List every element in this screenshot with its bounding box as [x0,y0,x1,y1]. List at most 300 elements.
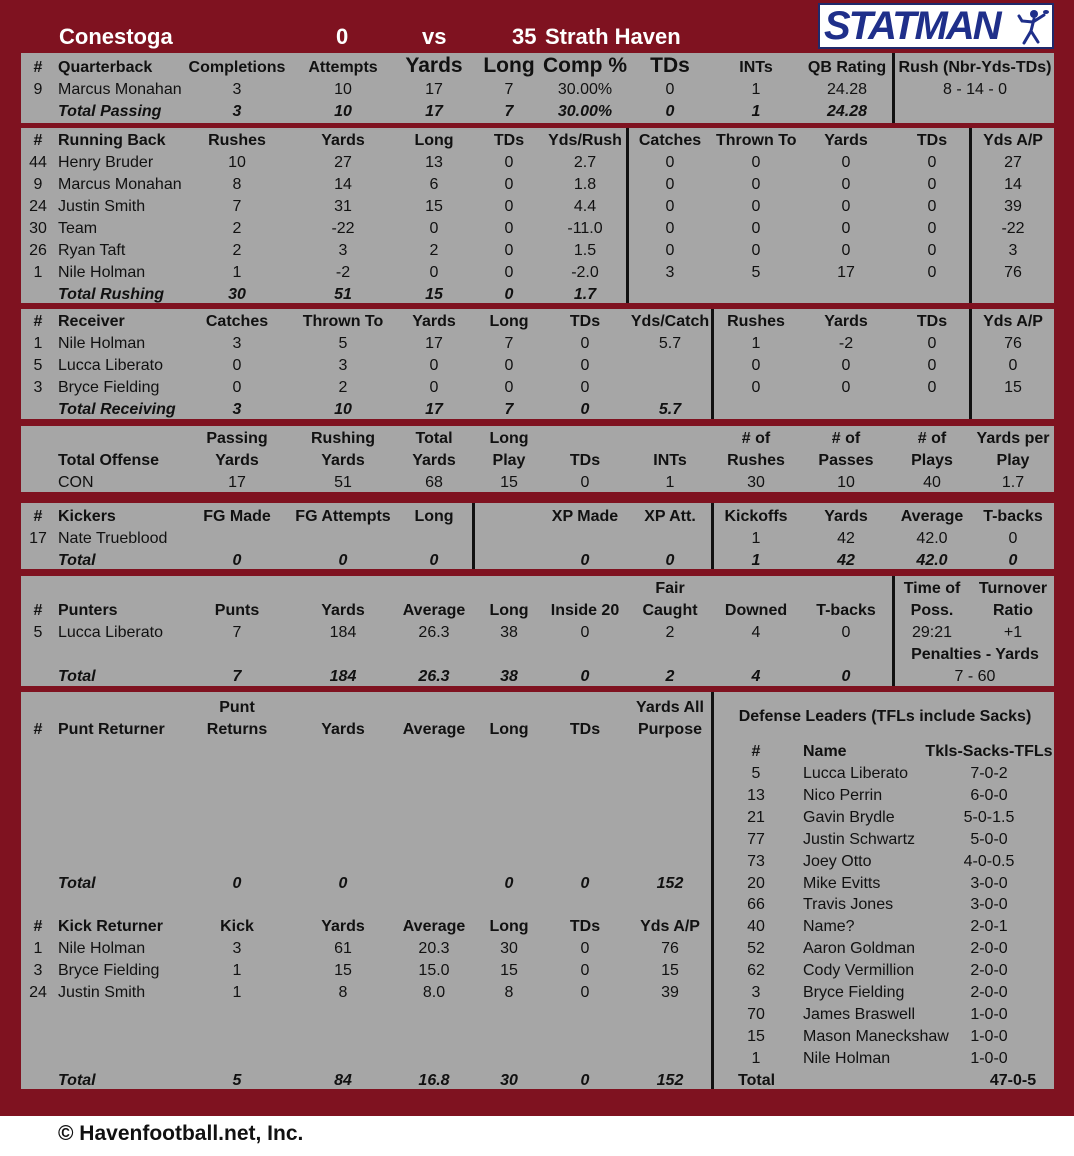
punting-header: Yards [321,602,365,619]
defense-row-cell: Mason Maneckshaw [803,1027,949,1045]
passing-total-cell: 24.28 [826,103,868,120]
defense-row-cell: 5 [751,765,761,782]
passing-header-long: Long [483,54,535,77]
kick-return-total-cell: 5 [232,1072,242,1089]
receiving-total-label: Total Receiving [58,401,176,418]
punting-cell: 26.3 [418,624,450,641]
passing-cell: 10 [334,81,352,98]
rushing-header: Running Back [58,132,166,149]
rushing-cell: 1.5 [573,242,597,259]
rushing-cell: 0 [665,154,675,171]
defense-row-cell: 4-0-0.5 [963,852,1015,870]
punt-return-header: Purpose [637,721,702,738]
passing-total-cell: 0 [665,103,675,120]
kick-return-total-label: Total [58,1072,96,1089]
rushing-cell: 0 [504,154,514,171]
defense-row-cell: 62 [747,962,765,980]
receiving-header: Thrown To [302,313,384,330]
passing-total-cell: 1 [751,103,761,120]
passing-header-yards: Yards [405,54,463,77]
passing-cell: 9 [33,81,43,98]
rushing-cell: 13 [425,154,443,171]
rushing-cell: 8 [232,176,242,193]
home-team-score: 0 [336,24,349,49]
punting-header: Poss. [910,602,954,619]
rushing-cell: 0 [841,220,851,237]
defense-row-cell: 2-0-0 [970,984,1008,1001]
offense-header: Play [492,452,526,469]
kick-return-total-cell: 0 [580,1072,590,1089]
rushing-cell: 0 [927,198,937,215]
punting-cell: 0 [841,624,851,641]
kicking-total-cell: 0 [338,552,348,569]
punting-cell: 7 [232,624,242,641]
kick-return-cell: 8 [338,984,348,1001]
receiving-cell: 0 [841,357,851,374]
kick-return-cell: 15.0 [418,962,450,979]
passing-header-tds: TDs [650,54,690,77]
defense-row-cell: 3-0-0 [970,874,1008,892]
punting-header: Average [402,602,466,619]
receiving-cell: 3 [232,335,242,352]
rushing-cell: 26 [29,242,47,259]
receiving-cell [628,355,712,377]
kick-return-cell: 8 [504,984,514,1001]
kicking-total-cell: 0 [429,552,439,569]
rushing-cell: 9 [33,176,43,193]
rushing-cell: 5 [751,264,761,281]
rushing-cell: 2 [232,220,242,237]
rushing-cell: 1.8 [573,176,597,193]
punting-cell: 5 [33,624,43,641]
punting-total-cell: 4 [751,668,761,685]
defense-row-cell: 13 [747,786,765,804]
receiving-cell: 5.7 [658,335,682,352]
rushing-cell: Ryan Taft [58,242,126,259]
offense-cell: 1.7 [1001,474,1025,491]
receiving-cell: 0 [580,335,590,352]
rushing-cell: 0 [751,154,761,171]
rushing-cell: -11.0 [567,220,603,237]
receiving-cell: 3 [338,357,348,374]
passing-header-comp: Completions [188,59,286,76]
kicking-header: FG Made [203,508,271,525]
kick-return-cell: 15 [500,962,518,979]
defense-row-cell: 52 [747,940,765,958]
passing-total-cell: 7 [504,103,514,120]
rushing-cell: -22 [331,220,355,237]
receiving-cell: 0 [504,357,514,374]
receiving-cell: 7 [504,335,514,352]
offense-header-top: Long [489,430,529,447]
rushing-cell: 0 [429,220,439,237]
quarterback-figure-icon [1014,7,1050,47]
punting-cell: 184 [329,624,357,641]
kick-return-cell: 61 [334,940,352,957]
offense-cell: 30 [747,474,765,491]
defense-row-cell: 6-0-0 [970,786,1008,804]
defense-row-cell: 5-0-0 [970,830,1008,848]
rushing-total-cell: 15 [425,286,443,303]
rushing-cell: 27 [1004,154,1022,171]
defense-row-cell: 73 [747,852,765,870]
defense-row-cell: 70 [747,1005,765,1023]
punting-total-label: Total [58,668,96,685]
receiving-total-cell: 7 [504,401,514,418]
rushing-cell: 0 [927,220,937,237]
rushing-cell: 0 [504,220,514,237]
receiving-cell: 0 [841,379,851,396]
kicking-cell: 0 [1008,530,1018,547]
kick-return-cell: Justin Smith [58,984,146,1001]
offense-cell: 15 [500,474,518,491]
passing-header-comp-pct: Comp % [543,54,627,77]
passing-header-ints: INTs [739,59,773,76]
receiving-header: Catches [205,313,269,330]
kicking-cell: 42.0 [916,530,948,547]
receiving-cell: 76 [1004,335,1022,352]
kick-return-total-cell: 152 [656,1072,684,1089]
rushing-cell: 0 [927,264,937,281]
defense-row-cell: 3 [751,984,761,1001]
rushing-cell: 0 [665,242,675,259]
rushing-cell: 1 [232,264,242,281]
kicking-total-label: Total [58,552,96,569]
offense-header: Yards [215,452,259,469]
rushing-total-label: Total Rushing [58,286,165,303]
receiving-header: Receiver [58,313,125,330]
passing-cell: 0 [665,81,675,98]
kicking-total-cell: 42 [837,552,855,569]
defense-row-cell: Mike Evitts [803,874,881,892]
kicking-total-cell: 1 [751,552,761,569]
receiving-cell: 0 [580,379,590,396]
passing-header-att: Attempts [308,59,378,76]
passing-total-cell: 3 [232,103,242,120]
punting-cell: 2 [665,624,675,641]
receiving-cell: Lucca Liberato [58,357,163,374]
defense-row-cell: Name? [803,918,855,936]
rushing-cell: Henry Bruder [58,154,154,171]
receiving-header: TDs [569,313,601,330]
defense-row-cell: 77 [747,830,765,848]
defense-row-cell: Joey Otto [803,852,872,870]
defense-row-cell: Nile Holman [803,1049,891,1067]
rushing-cell: 76 [1004,264,1022,281]
rushing-cell: 0 [751,242,761,259]
receiving-cell: 0 [232,379,242,396]
offense-cell: 40 [923,474,941,491]
offense-title: Total Offense [58,452,160,469]
kick-return-header: Kick [220,918,254,935]
rushing-header: Yards [824,132,868,149]
receiving-header: TDs [916,313,948,330]
kicking-cell: 17 [29,530,47,547]
offense-header-top: # of [917,430,947,447]
kicking-header: # [33,508,43,525]
defense-row-cell: Nico Perrin [803,786,883,804]
kick-return-cell: 30 [500,940,518,957]
passing-cell: 17 [425,81,443,98]
receiving-header: Rushes [727,313,785,330]
kick-return-header: Yards [321,918,365,935]
receiving-cell: 0 [580,357,590,374]
punt-return-header: Returns [206,721,268,738]
receiving-cell: 0 [232,357,242,374]
punting-cell: 4 [751,624,761,641]
receiving-cell: 0 [1008,357,1018,374]
kick-return-cell: 24 [29,984,47,1001]
defense-row-cell: 7-0-2 [970,765,1008,782]
rushing-cell: Team [58,220,98,237]
kicking-header: Yards [824,508,868,525]
kick-return-cell: 3 [33,962,43,979]
defense-row-cell: Travis Jones [803,896,894,914]
punting-header: Punts [214,602,260,619]
rushing-cell: 0 [927,154,937,171]
kick-return-cell: Nile Holman [58,940,146,957]
punting-header: Downed [724,602,788,619]
punt-return-total-label: Total [58,875,96,892]
kick-return-header: # [33,918,43,935]
kick-return-cell: 15 [661,962,679,979]
rushing-cell: 10 [228,154,246,171]
rushing-total-cell: 0 [504,286,514,303]
rushing-cell: 2 [429,242,439,259]
kick-return-header: TDs [569,918,601,935]
passing-header-qb: Quarterback [58,59,153,76]
offense-header: Plays [911,452,953,469]
punt-return-total-cell: 152 [656,875,684,892]
punting-header: # [33,602,43,619]
passing-cell: 1 [751,81,761,98]
defense-total-value: 47-0-5 [989,1072,1037,1089]
rushing-cell: 24 [29,198,47,215]
rushing-cell: 0 [504,198,514,215]
turnover-ratio: +1 [1003,624,1023,641]
receiving-total-cell: 0 [580,401,590,418]
kick-return-cell: 3 [232,940,242,957]
rushing-cell: 14 [1004,176,1022,193]
offense-header: INTs [653,452,687,469]
kick-return-header: Long [489,918,529,935]
punting-total-cell: 2 [665,668,675,685]
rushing-cell: 1 [33,264,43,281]
defense-row-cell: Cody Vermillion [803,962,915,980]
receiving-cell: 0 [927,335,937,352]
rushing-total-cell: 51 [334,286,352,303]
punt-return-header: Long [489,721,529,738]
defense-row-cell: 1-0-0 [970,1005,1008,1023]
receiving-total-cell: 17 [425,401,443,418]
punting-total-cell: 38 [500,668,518,685]
punting-cell: Lucca Liberato [58,624,163,641]
defense-header: Name [803,743,847,760]
punt-return-header: Punt Returner [58,721,165,738]
kick-return-cell: 1 [33,940,43,957]
punting-total-cell: 26.3 [418,668,450,685]
rushing-cell: 6 [429,176,439,193]
punt-return-total-cell: 0 [338,875,348,892]
receiving-cell: 3 [33,379,43,396]
rushing-header: Catches [638,132,702,149]
kicking-cell: 42 [837,530,855,547]
kicking-header: Average [900,508,964,525]
kick-return-cell: 1 [232,962,242,979]
passing-cell: 8 - 14 - 0 [942,81,1008,98]
kick-return-cell: 20.3 [418,940,450,957]
rushing-cell: 2.7 [573,154,597,171]
kick-return-cell: 39 [661,984,679,1001]
receiving-cell: 0 [429,357,439,374]
receiving-cell: 5 [33,357,43,374]
defense-row-cell: 5-0-1.5 [963,808,1015,826]
kicking-total-cell: 0 [232,552,242,569]
rushing-cell: 0 [927,242,937,259]
rushing-cell: 14 [334,176,352,193]
kicking-header: T-backs [983,508,1043,525]
offense-header-top: Total [415,430,453,447]
receiving-cell [628,377,712,399]
defense-row-cell: 20 [747,874,765,892]
rushing-cell: 0 [665,198,675,215]
defense-header: # [751,743,761,760]
rushing-cell: 30 [29,220,47,237]
time-of-possession: 29:21 [911,624,953,641]
rushing-cell: 7 [232,198,242,215]
offense-header-top: Rushing [311,430,375,447]
defense-row-cell: 21 [747,808,765,826]
passing-total-label: Total Passing [58,103,162,120]
defense-row-cell: 3-0-0 [970,896,1008,914]
rushing-cell: Justin Smith [58,198,146,215]
defense-row-cell: Gavin Brydle [803,808,895,826]
rushing-header: Yds A/P [983,132,1043,149]
kicking-header: FG Attempts [295,508,391,525]
rushing-header: Yds/Rush [548,132,622,149]
rushing-cell: 31 [334,198,352,215]
punt-return-header-top: Yards All [636,699,704,716]
receiving-cell: 15 [1004,379,1022,396]
offense-cell: 17 [228,474,246,491]
kicking-header: XP Made [551,508,619,525]
receiving-cell: 1 [33,335,43,352]
passing-cell: 3 [232,81,242,98]
penalties-label: Penalties - Yards [911,646,1039,663]
rushing-cell: 3 [1008,242,1018,259]
defense-title: Defense Leaders (TFLs include Sacks) [738,708,1032,725]
offense-header: Yards [412,452,456,469]
kicking-header: XP Att. [644,508,696,525]
passing-cell: 24.28 [826,81,868,98]
punt-return-header-top: Punt [219,699,255,716]
offense-header-top: # of [831,430,861,447]
rushing-cell: 2 [232,242,242,259]
defense-row-cell: 40 [747,918,765,936]
receiving-header: Yards [824,313,868,330]
passing-cell: Marcus Monahan [58,81,182,98]
receiving-cell: 0 [927,379,937,396]
rushing-cell: 0 [504,264,514,281]
passing-cell: 7 [504,81,514,98]
offense-cell: 1 [665,474,675,491]
rushing-cell: 0 [841,198,851,215]
rushing-header: Long [414,132,454,149]
kick-return-total-cell: 30 [500,1072,518,1089]
rushing-cell: 0 [429,264,439,281]
kick-return-cell: 0 [580,984,590,1001]
kick-return-header: Kick Returner [58,918,163,935]
logo-text: STATMAN [824,4,1000,48]
rushing-cell: 0 [751,220,761,237]
kicking-cell: 1 [751,530,761,547]
defense-row-cell: 15 [747,1027,765,1045]
divider [472,503,475,569]
kick-return-cell: 0 [580,940,590,957]
rushing-header: TDs [916,132,948,149]
defense-row-cell: 1-0-0 [970,1049,1008,1067]
statman-logo [818,3,1054,49]
receiving-cell: 5 [338,335,348,352]
punting-header: Caught [642,602,698,619]
rushing-cell: 3 [665,264,675,281]
defense-row-cell: 2-0-0 [970,940,1008,958]
offense-header: Passes [818,452,874,469]
offense-cell: 0 [580,474,590,491]
punting-header: Inside 20 [550,602,620,619]
receiving-total-cell: 10 [334,401,352,418]
rushing-cell: 0 [504,242,514,259]
punt-return-header: # [33,721,43,738]
receiving-cell: 0 [429,379,439,396]
defense-row-cell: Lucca Liberato [803,765,908,782]
penalties-value: 7 - 60 [954,668,996,685]
rushing-cell: 3 [338,242,348,259]
kicking-cell: Nate Trueblood [58,530,168,547]
defense-header: Tkls-Sacks-TFLs [925,743,1053,760]
offense-header-top: # of [741,430,771,447]
receiving-header: # [33,313,43,330]
rushing-cell: 0 [841,154,851,171]
punting-total-cell: 0 [841,668,851,685]
punt-return-header: Yards [321,721,365,738]
punting-header: Punters [58,602,118,619]
rushing-cell: 0 [751,176,761,193]
kick-return-cell: 8.0 [422,984,446,1001]
offense-cell: CON [58,474,94,491]
rushing-total-cell: 30 [228,286,246,303]
offense-cell: 68 [425,474,443,491]
rushing-cell: 0 [927,176,937,193]
rushing-cell: Marcus Monahan [58,176,182,193]
punt-return-total-cell: 0 [504,875,514,892]
rushing-cell: 0 [751,198,761,215]
punting-cell: 0 [580,624,590,641]
passing-total-cell: 17 [425,103,443,120]
receiving-total-cell: 5.7 [658,401,682,418]
rushing-cell: Nile Holman [58,264,146,281]
kicking-total-cell: 42.0 [916,552,948,569]
punt-return-total-cell: 0 [580,875,590,892]
receiving-total-cell: 3 [232,401,242,418]
defense-row-cell: 66 [747,896,765,914]
defense-row-cell: 1-0-0 [970,1027,1008,1045]
passing-header-rush: Rush (Nbr-Yds-TDs) [898,59,1052,76]
receiving-cell: 0 [751,379,761,396]
punting-total-cell: 0 [580,668,590,685]
punting-total-cell: 7 [232,668,242,685]
rushing-header: Rushes [208,132,266,149]
